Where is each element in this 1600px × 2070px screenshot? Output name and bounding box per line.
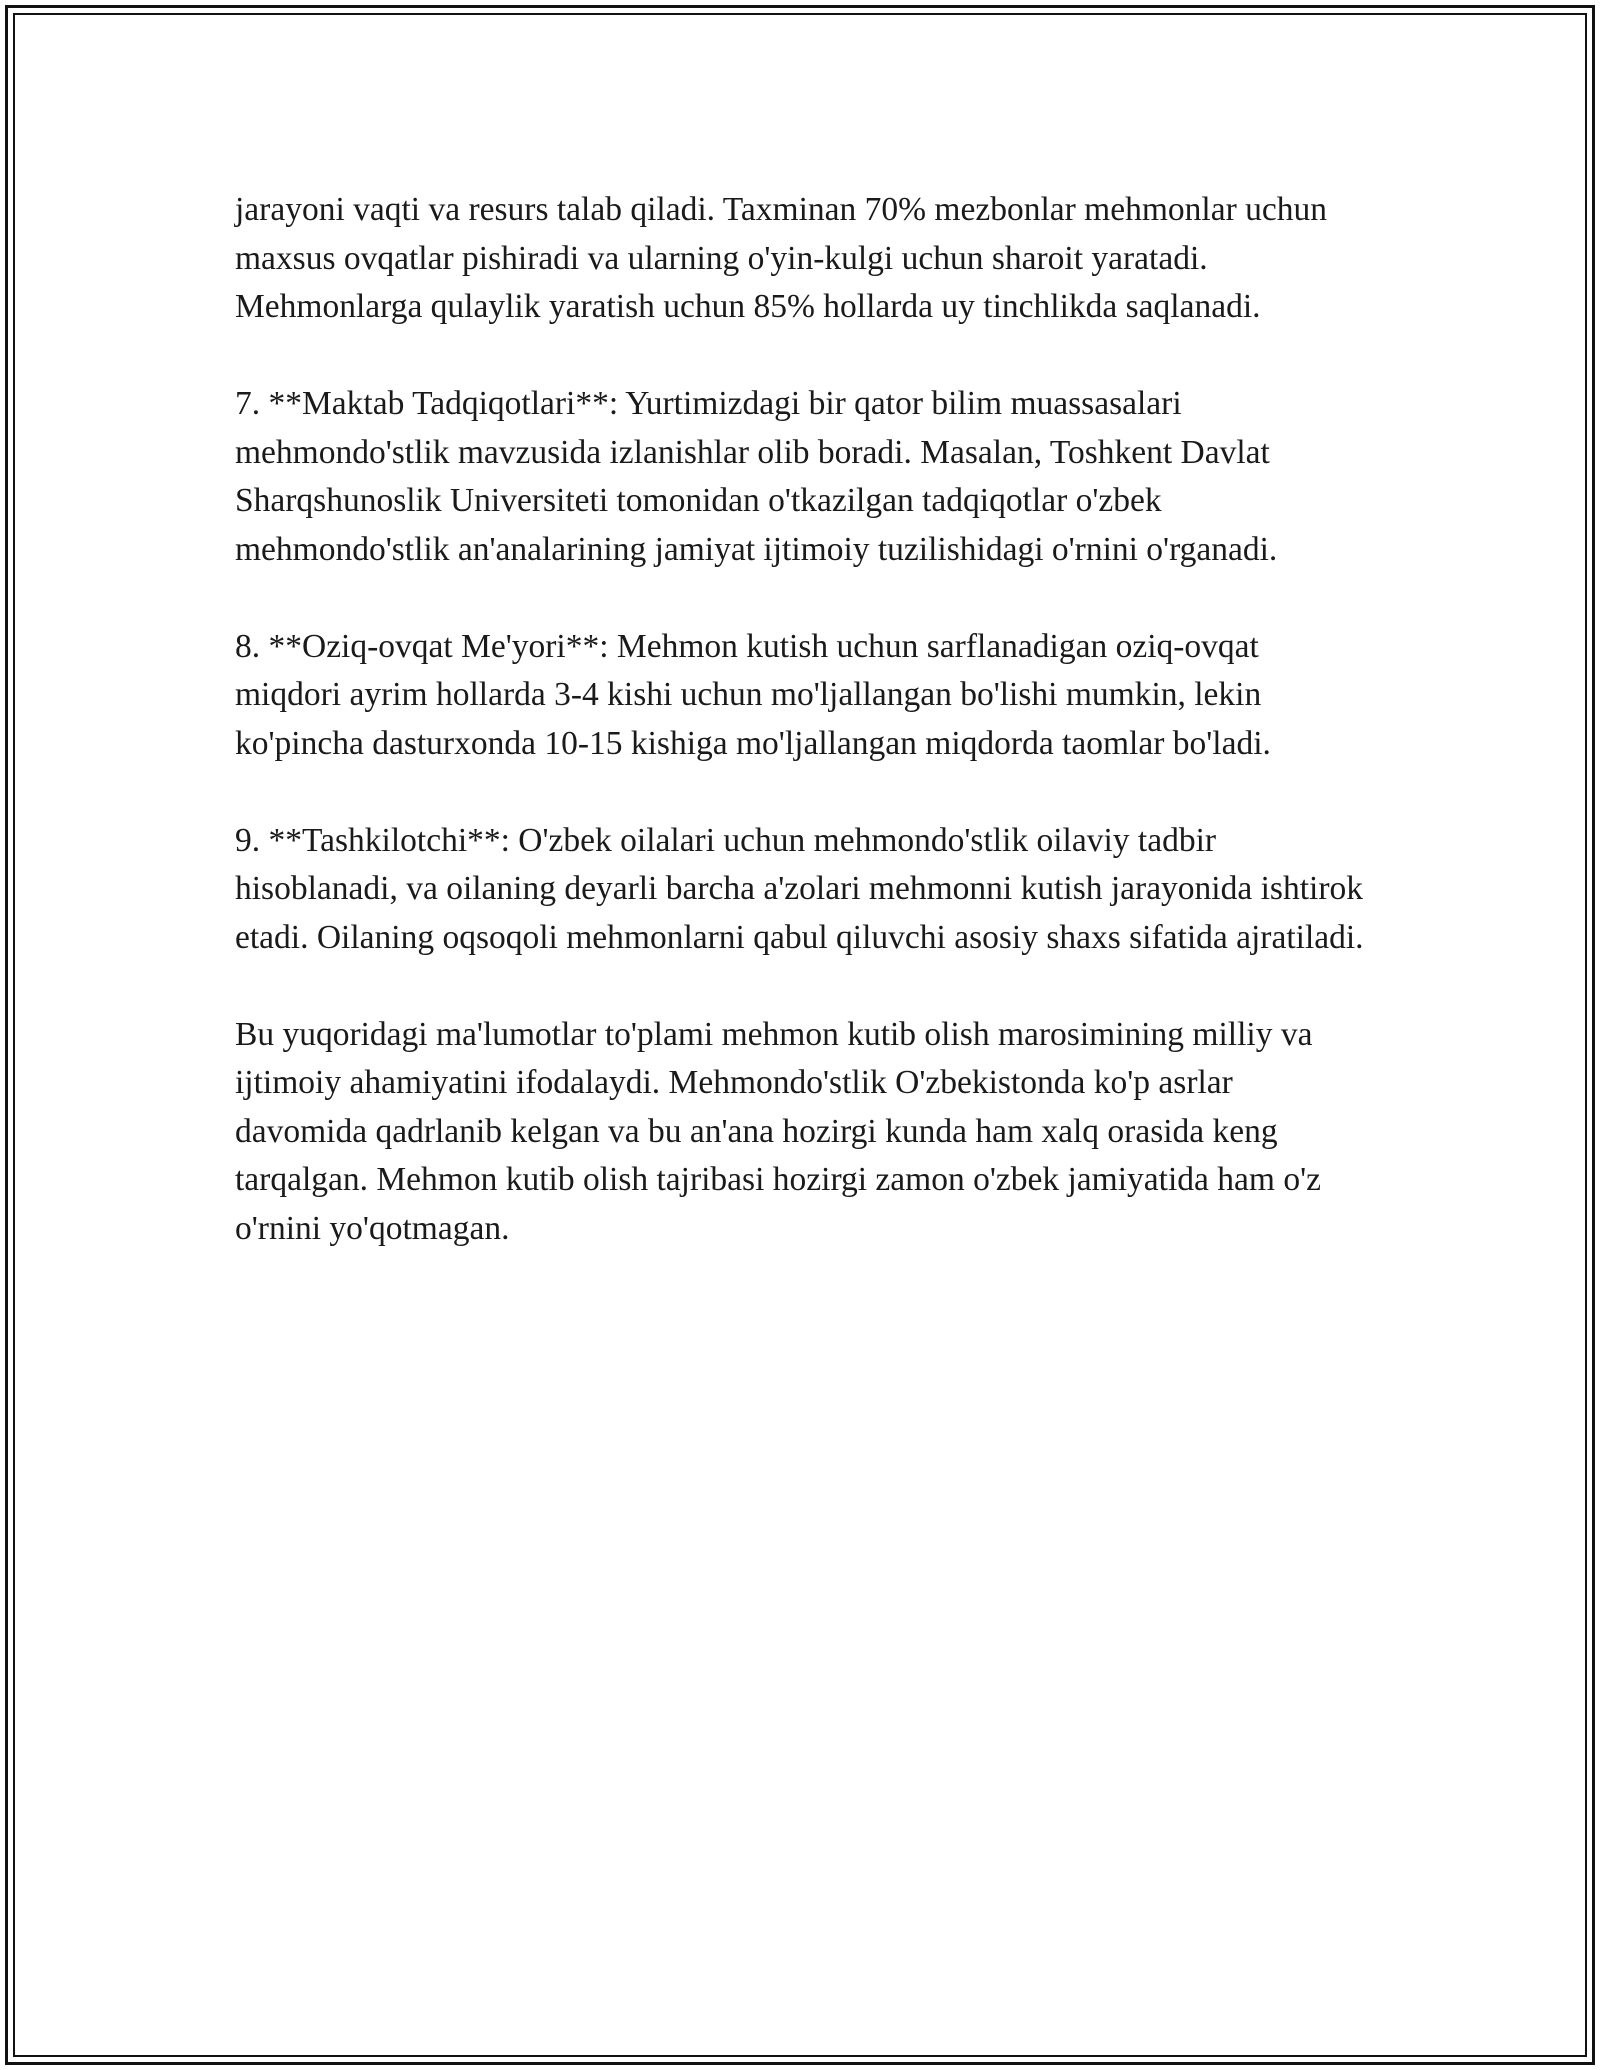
paragraph-intro-continuation: jarayoni vaqti va resurs talab qiladi. Taxminan 70% mezbonlar mehmonlar uchun maxsus ovqatlar pishiradi va ularning o'yin-kulgi uchun sharoit yaratadi. Mehmonlarga qulaylik yaratish uchun 85% hollarda uy tinchlikda saqlanadi. [235,191,1327,325]
document-body [235,186,1370,1302]
paragraph-item-9: 9. **Tashkilotchi**: O'zbek oilalari uchun mehmondo'stlik oilaviy tadbir hisoblanadi, va oilaning deyarli barcha a'zolari mehmonni kutish jarayonida ishtirok etadi. Oilaning oqsoqoli mehmonlarni qabul qiluvchi asosiy shaxs sifatida ajratiladi. [235,821,1364,956]
paragraph-item-7: 7. **Maktab Tadqiqotlari**: Yurtimizdagi bir qator bilim muassasalari mehmondo'stlik mavzusida izlanishlar olib boradi. Masalan, Toshkent Davlat Sharqshunoslik Universiteti tomonidan o'tkazilgan tadqiqotlar o'zbek mehmondo'stlik an'analarining jamiyat ijtimoiy tuzilishidagi o'rnini o'rganadi. [235,385,1278,568]
paragraph-conclusion: Bu yuqoridagi ma'lumotlar to'plami mehmon kutib olish marosimining milliy va ijtimoiy ahamiyatini ifodalaydi. Mehmondo'stlik O'zbekistonda ko'p asrlar davomida qadrlanib kelgan va bu an'ana hozirgi kunda ham xalq orasida keng tarqalgan. Mehmon kutib olish tajribasi hozirgi zamon o'zbek jamiyatida ham o'z o'rnini yo'qotmagan. [235,1015,1321,1247]
paragraph-item-8: 8. **Oziq-ovqat Me'yori**: Mehmon kutish uchun sarflanadigan oziq-ovqat miqdori ayrim hollarda 3-4 kishi uchun mo'ljallangan bo'lishi mumkin, lekin ko'pincha dasturxonda 10-15 kishiga mo'ljallangan miqdorda taomlar bo'ladi. [235,627,1271,762]
